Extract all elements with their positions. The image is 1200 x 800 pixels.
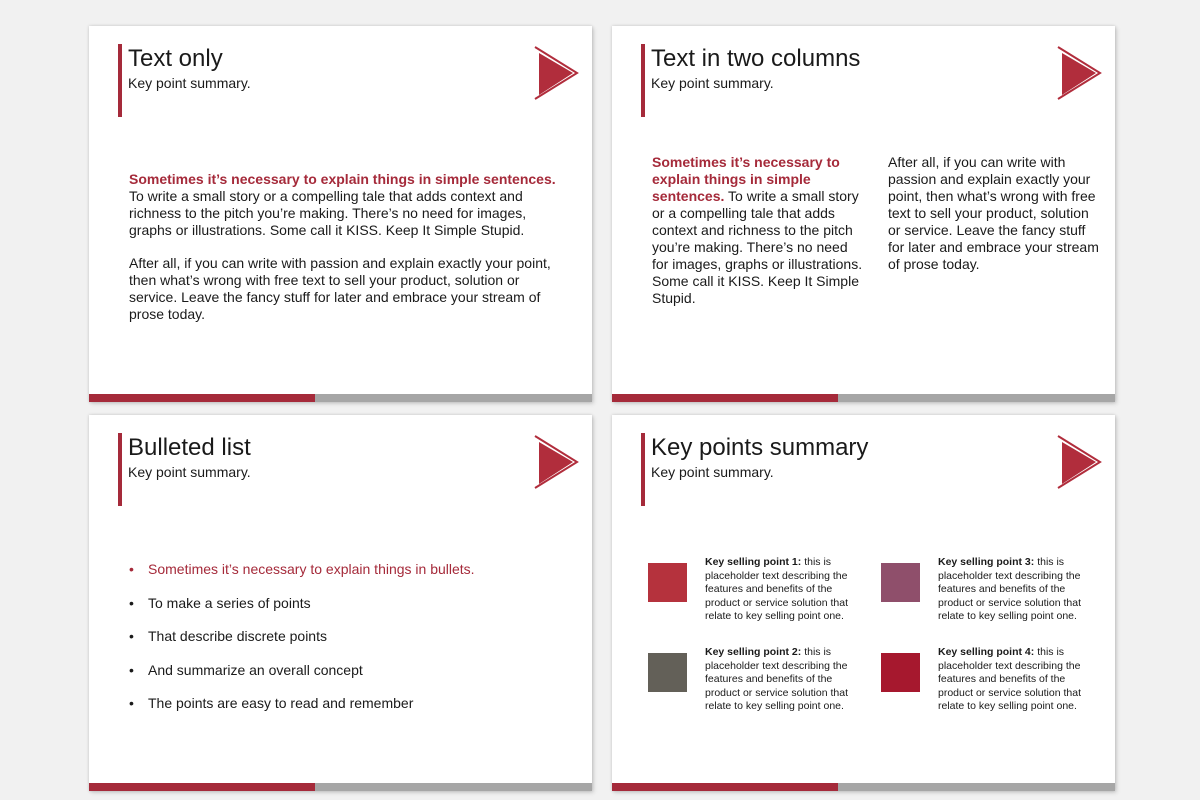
footer-bar: [89, 783, 592, 791]
bullet-icon: •: [129, 628, 134, 644]
footer-grey: [315, 394, 592, 402]
play-triangle-icon: [533, 45, 579, 101]
bullet-text: The points are easy to read and remember: [148, 695, 414, 711]
title-accent-bar: [118, 44, 122, 117]
key-point-text: this is placeholder text describing the features and benefits of the product or service solution that relate to key selling point one.: [705, 646, 848, 713]
footer-accent: [612, 783, 838, 791]
footer-bar: [612, 394, 1115, 402]
bullet-text: Sometimes it’s necessary to explain things in bullets.: [148, 561, 475, 577]
key-point-4-swatch: [881, 653, 920, 692]
list-item: [129, 628, 475, 662]
bullet-text: That describe discrete points: [148, 628, 327, 644]
footer-accent: [612, 394, 838, 402]
bullet-list: [129, 561, 475, 729]
key-point-label: Key selling point 2:: [705, 646, 802, 658]
column-1: [652, 154, 864, 307]
key-point-text: this is placeholder text describing the features and benefits of the product or service solution that relate to key selling point one.: [705, 556, 848, 623]
bullet-text: To make a series of points: [148, 594, 311, 611]
key-point-4: [938, 646, 1092, 714]
key-point-3: [938, 556, 1092, 624]
slide-subtitle: Key point summary.: [651, 464, 774, 480]
column-2: After all, if you can write with passion and explain exactly your point, then what’s wrong with free text to sell your product, solution or service. Leave the fancy stuff for later and embrace your stream of prose today.: [888, 154, 1099, 272]
bullet-icon: •: [129, 695, 134, 711]
play-triangle-icon: [1056, 45, 1102, 101]
play-triangle-icon: [1056, 434, 1102, 490]
list-item: [129, 595, 475, 629]
slide-subtitle: Key point summary.: [128, 75, 251, 91]
slide-title: Text only: [128, 45, 223, 72]
list-item: [129, 695, 475, 729]
slide-two-columns[interactable]: [612, 26, 1115, 402]
paragraph-text: To write a small story or a compelling tale that adds context and richness to the pitch you’re making. There’s no need for images, graphs or illustrations. Some call it KISS. Keep It Simple Stupid.: [129, 188, 527, 238]
slide-subtitle: Key point summary.: [651, 75, 774, 91]
slide-subtitle: Key point summary.: [128, 464, 251, 480]
key-point-label: Key selling point 4:: [938, 646, 1035, 658]
title-accent-bar: [641, 433, 645, 506]
slide-key-points-summary[interactable]: [612, 415, 1115, 791]
title-accent-bar: [118, 433, 122, 506]
key-point-label: Key selling point 3:: [938, 556, 1035, 568]
key-point-text: this is placeholder text describing the features and benefits of the product or service solution that relate to key selling point one.: [938, 646, 1081, 713]
bullet-icon: •: [129, 661, 134, 678]
bullet-icon: •: [129, 594, 134, 611]
bullet-icon: •: [129, 561, 134, 577]
key-point-text: this is placeholder text describing the features and benefits of the product or service solution that relate to key selling point one.: [938, 556, 1081, 623]
key-point-3-swatch: [881, 563, 920, 602]
play-triangle-icon: [533, 434, 579, 490]
footer-accent: [89, 394, 315, 402]
highlight-sentence: Sometimes it’s necessary to explain things in simple sentences.: [652, 154, 840, 204]
column-1-text: To write a small story or a compelling tale that adds context and richness to the pitch you’re making. There’s no need for images, graphs or illustrations. Some call it KISS. Keep It Simple Stupid.: [652, 188, 863, 306]
footer-accent: [89, 783, 315, 791]
slide-title: Bulleted list: [128, 434, 251, 461]
footer-bar: [89, 394, 592, 402]
key-point-1-swatch: [648, 563, 687, 602]
title-accent-bar: [641, 44, 645, 117]
footer-grey: [838, 394, 1115, 402]
bullet-text: And summarize an overall concept: [148, 661, 363, 678]
paragraph-1: [129, 171, 561, 239]
paragraph-2: After all, if you can write with passion and explain exactly your point, then what’s wrong with free text to sell your product, solution or service. Leave the fancy stuff for later and embrace your stream of prose today.: [129, 255, 551, 322]
slide-title: Key points summary: [651, 434, 869, 461]
highlight-sentence: Sometimes it’s necessary to explain things in simple sentences.: [129, 171, 556, 187]
slide-bulleted-list[interactable]: [89, 415, 592, 791]
key-point-2: [705, 646, 859, 714]
key-point-label: Key selling point 1:: [705, 556, 802, 568]
slide-text-only[interactable]: [89, 26, 592, 402]
footer-grey: [838, 783, 1115, 791]
slide-title: Text in two columns: [651, 45, 861, 72]
key-point-1: [705, 556, 859, 624]
footer-bar: [612, 783, 1115, 791]
key-point-2-swatch: [648, 653, 687, 692]
list-item: [129, 662, 475, 696]
list-item: [129, 561, 475, 595]
footer-grey: [315, 783, 592, 791]
